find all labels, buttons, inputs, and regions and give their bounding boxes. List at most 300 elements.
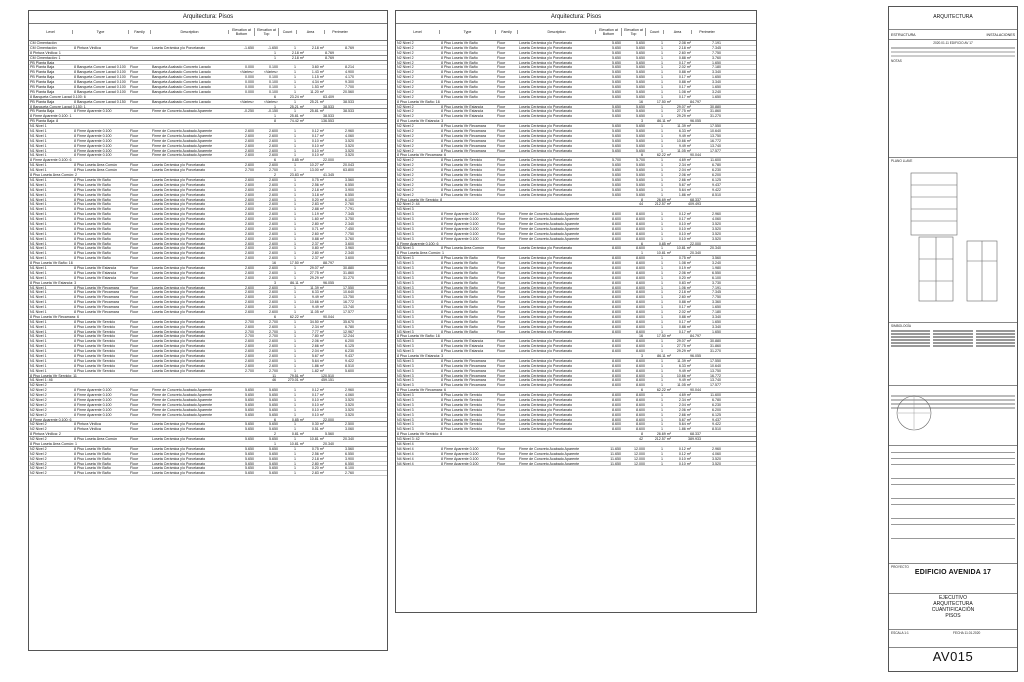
cell-perimeter: 13.750 bbox=[710, 133, 721, 138]
cell-description: Loseta Cerámica y/o Porcelanato bbox=[152, 300, 206, 305]
cell-description: Loseta Cerámica y/o Porcelanato bbox=[519, 344, 573, 349]
cell-area: 10.81 m² bbox=[656, 251, 671, 256]
cell-count: 1 bbox=[661, 158, 663, 163]
cell-count: 1 bbox=[294, 163, 296, 168]
cell-elev-bottom: 2.600 bbox=[245, 285, 254, 290]
cell-area: 4.69 m² bbox=[678, 393, 691, 398]
cell-family: Floor bbox=[497, 187, 506, 192]
group-label: N4 Nivel 4 bbox=[397, 442, 414, 446]
cell-type: 8 Piso Loseta Vtr Baño bbox=[441, 50, 478, 55]
cell-family: Floor bbox=[497, 246, 506, 251]
cell-level: N3 Nivel 3 bbox=[397, 412, 414, 417]
cell-count: 1 bbox=[661, 427, 663, 432]
cell-description: Loseta Cerámica y/o Porcelanato bbox=[519, 168, 573, 173]
cell-perimeter: 6.550 bbox=[345, 461, 354, 466]
cell-elev-top: 5.650 bbox=[636, 148, 645, 153]
cell-type: 8 Piso Loseta Vtr Recamara bbox=[74, 309, 119, 314]
cell-elev-top: 8.600 bbox=[636, 422, 645, 427]
revision-date-line: 2020.01.11 EDIFICIO AV 17 bbox=[933, 41, 973, 45]
cell-count: 1 bbox=[294, 187, 296, 192]
cell-area: 27.75 m² bbox=[676, 109, 691, 114]
cell-count: 1 bbox=[294, 329, 296, 334]
cell-description: Loseta Cerámica y/o Porcelanato bbox=[152, 363, 206, 368]
cell-perimeter: 13.750 bbox=[710, 368, 721, 373]
cell-description: Banqueta Acabado Concreto Lavado bbox=[152, 80, 211, 85]
cell-area: 5.64 m² bbox=[311, 358, 324, 363]
cell-elev-bottom: 8.600 bbox=[612, 314, 621, 319]
cell-family: Floor bbox=[497, 295, 506, 300]
cell-elev-bottom: 5.650 bbox=[612, 182, 621, 187]
cell-type: 8 Firme Aparente 0.100 bbox=[74, 109, 112, 114]
cell-elev-bottom: 2.600 bbox=[245, 251, 254, 256]
spacer bbox=[576, 437, 626, 441]
cell-type: 8 Piso Loseta Vtr Baño bbox=[74, 182, 111, 187]
cell-area: 1.86 m² bbox=[678, 427, 691, 432]
cell-description: Loseta Cerámica y/o Porcelanato bbox=[152, 256, 206, 261]
cell-elev-bottom: 8.600 bbox=[612, 236, 621, 241]
cell-family: Floor bbox=[497, 256, 506, 261]
cell-area: 0.88 m² bbox=[678, 70, 691, 75]
cell-elev-top: 8.600 bbox=[636, 358, 645, 363]
cell-type: 8 Piso Loseta Vtr Estancia bbox=[441, 339, 484, 344]
cell-family: Floor bbox=[497, 300, 506, 305]
cell-area: 62.22 m² bbox=[656, 153, 671, 158]
cell-perimeter: 17.577 bbox=[343, 309, 354, 314]
cell-type: 8 Piso Loseta Vtr Baño bbox=[441, 300, 478, 305]
cell-elev-top: 5.650 bbox=[636, 41, 645, 45]
cell-description: Loseta Cerámica y/o Porcelanato bbox=[519, 173, 573, 177]
cell-elev-top: 5.650 bbox=[269, 412, 278, 417]
cell-elev-top: 8.600 bbox=[636, 319, 645, 324]
cell-level: N3 Nivel 3 bbox=[397, 265, 414, 270]
cell-count: 1 bbox=[661, 393, 663, 398]
date-label: FECHA bbox=[953, 631, 964, 635]
cell-description: Loseta Cerámica y/o Porcelanato bbox=[519, 417, 573, 422]
cell-count: 1 bbox=[294, 153, 296, 158]
cell-level: N3 Nivel 3 bbox=[397, 226, 414, 231]
cell-elev-top: 5.650 bbox=[269, 393, 278, 398]
cell-count: 1 bbox=[294, 192, 296, 197]
cell-description: Loseta Cerámica y/o Porcelanato bbox=[152, 358, 206, 363]
cell-count: 1 bbox=[661, 133, 663, 138]
cell-level: PB Planta Baja bbox=[30, 99, 55, 104]
legend-section bbox=[889, 322, 1017, 382]
cell-elev-top: -1.650 bbox=[267, 45, 278, 50]
cell-elev-top: 8.600 bbox=[636, 256, 645, 261]
cell-family: Floor bbox=[497, 280, 506, 285]
cell-level: N3 Nivel 3 bbox=[397, 417, 414, 422]
cell-description: Loseta Cerámica y/o Porcelanato bbox=[152, 231, 206, 236]
cell-elev-top: 5.650 bbox=[636, 187, 645, 192]
cell-area: 0.88 m² bbox=[678, 80, 691, 85]
cell-description: Loseta Cerámica y/o Porcelanato bbox=[152, 456, 206, 461]
cell-level: N3 Nivel 3 bbox=[397, 261, 414, 265]
subtotal-label: 8 Piso Loseta Vtr Recamara: 6 bbox=[397, 153, 446, 158]
schedule-header-row bbox=[396, 24, 756, 41]
cell-type: 8 Piso Loseta Vtr Baño bbox=[74, 241, 111, 246]
cell-count: 1 bbox=[661, 265, 663, 270]
cell-area: 3.60 m² bbox=[311, 65, 324, 70]
cell-count: 1 bbox=[294, 236, 296, 241]
cell-count: 1 bbox=[294, 412, 296, 417]
cell-type: 8 Piso Loseta Vtr Baño bbox=[441, 94, 478, 99]
cell-level: N2 Nivel 2 bbox=[397, 45, 414, 50]
cell-area: 0.17 m² bbox=[678, 217, 691, 221]
cell-description: Loseta Cerámica y/o Porcelanato bbox=[519, 339, 573, 344]
cell-family: Floor bbox=[130, 305, 139, 309]
cell-level: N4 Nivel 4 bbox=[397, 451, 414, 456]
cell-type: 8 Piso Loseta Vtr Baño bbox=[74, 192, 111, 197]
cell-perimeter: 8.769 bbox=[325, 50, 334, 55]
cell-family: Floor bbox=[497, 309, 506, 314]
spacer bbox=[209, 51, 259, 55]
cell-elev-top: 2.600 bbox=[269, 163, 278, 168]
cell-elev-bottom: 2.600 bbox=[245, 246, 254, 251]
cell-count: 1 bbox=[661, 45, 663, 50]
cell-perimeter: 22.000 bbox=[323, 158, 334, 163]
cell-perimeter: 1.650 bbox=[712, 305, 721, 309]
cell-type: 8 Piso Loseta Vtr Baño bbox=[74, 231, 111, 236]
cell-type: 8 Piso Loseta Vtr Baño bbox=[441, 285, 478, 290]
cell-type: 8 Piso Loseta Vtr Servicio bbox=[441, 173, 483, 177]
cell-elev-bottom: 2.600 bbox=[245, 192, 254, 197]
cell-elev-top: 2.700 bbox=[269, 368, 278, 373]
header-type: Type bbox=[73, 30, 129, 34]
cell-family: Floor bbox=[130, 466, 139, 471]
cell-perimeter: 3.520 bbox=[712, 456, 721, 461]
cell-description: Firme de Concreto Acabado Aparente bbox=[152, 148, 213, 153]
cell-perimeter: 4.060 bbox=[345, 133, 354, 138]
cell-level: N1 Nivel 1 bbox=[30, 129, 47, 133]
cell-perimeter: 68.337 bbox=[690, 432, 701, 437]
cell-level: N3 Nivel 3 bbox=[397, 427, 414, 432]
cell-perimeter: 3.520 bbox=[345, 402, 354, 407]
cell-perimeter: 6.100 bbox=[345, 466, 354, 471]
cell-elev-bottom: 11.650 bbox=[610, 461, 621, 466]
cell-elev-bottom: 8.600 bbox=[612, 226, 621, 231]
cell-perimeter: 38.533 bbox=[343, 109, 354, 114]
signature-lines bbox=[889, 445, 1017, 563]
cell-perimeter: 3.960 bbox=[345, 246, 354, 251]
cell-count: 1 bbox=[294, 231, 296, 236]
cell-area: 2.60 m² bbox=[678, 295, 691, 300]
cell-type: 8 Piso Loseta Vtr Estancia bbox=[441, 344, 484, 349]
cell-elev-bottom: 8.600 bbox=[612, 398, 621, 402]
cell-family: Floor bbox=[130, 349, 139, 353]
cell-description: Loseta Cerámica y/o Porcelanato bbox=[519, 85, 573, 89]
cell-elev-top: 2.600 bbox=[269, 212, 278, 217]
cell-level: N1 Nivel 1 bbox=[30, 295, 47, 300]
cell-family: Floor bbox=[130, 358, 139, 363]
cell-type: 8 Piso Loseta Vtr Recamara bbox=[441, 124, 486, 129]
cell-elev-top: 5.650 bbox=[636, 192, 645, 197]
subtotal-label: 8 Pintura Vinílica: 2 bbox=[30, 432, 61, 437]
cell-elev-bottom: 5.650 bbox=[612, 114, 621, 119]
cell-type: 8 Firme Aparente 0.100 bbox=[74, 143, 112, 148]
cell-perimeter: 3.520 bbox=[712, 231, 721, 236]
cell-family: Floor bbox=[497, 407, 506, 412]
cell-area: 86.11 m² bbox=[657, 354, 671, 358]
cell-level: N1 Nivel 1 bbox=[30, 270, 47, 275]
cell-area: 2.18 m² bbox=[678, 290, 691, 295]
cell-elev-top: 5.650 bbox=[269, 388, 278, 393]
cell-description: Loseta Cerámica y/o Porcelanato bbox=[519, 295, 573, 300]
cell-description: Loseta Cerámica y/o Porcelanato bbox=[152, 451, 206, 456]
cell-elev-top: 5.650 bbox=[269, 422, 278, 427]
cell-perimeter: 3.520 bbox=[712, 236, 721, 241]
cell-family: Floor bbox=[130, 388, 139, 393]
cell-family: Floor bbox=[497, 231, 506, 236]
cell-family: Floor bbox=[130, 70, 139, 75]
cell-description: Loseta Cerámica y/o Porcelanato bbox=[519, 163, 573, 168]
cell-elev-bottom: 2.700 bbox=[245, 168, 254, 173]
cell-perimeter: 1.650 bbox=[712, 319, 721, 324]
cell-elev-bottom: 8.600 bbox=[612, 383, 621, 388]
cell-area: 2.02 m² bbox=[678, 309, 691, 314]
cell-level: N2 Nivel 2 bbox=[30, 437, 47, 442]
cell-perimeter: 3.340 bbox=[712, 314, 721, 319]
cell-perimeter: 88.797 bbox=[323, 261, 334, 265]
cell-elev-bottom: 5.650 bbox=[245, 437, 254, 442]
cell-count: 1 bbox=[294, 202, 296, 207]
cell-elev-top: 5.650 bbox=[636, 50, 645, 55]
cell-elev-top: 8.600 bbox=[636, 407, 645, 412]
cell-count: 1 bbox=[294, 300, 296, 305]
cell-family: Floor bbox=[497, 368, 506, 373]
spacer bbox=[576, 354, 626, 358]
spacer bbox=[576, 442, 626, 446]
cell-area: 2.06 m² bbox=[311, 339, 324, 344]
cell-description: Loseta Cerámica y/o Porcelanato bbox=[519, 177, 573, 182]
cell-perimeter: 8.214 bbox=[345, 65, 354, 70]
cell-family: Floor bbox=[130, 241, 139, 246]
cell-elev-top: 2.600 bbox=[269, 129, 278, 133]
cell-count: 1 bbox=[294, 89, 296, 94]
spacer bbox=[209, 383, 259, 387]
cell-description: Loseta Cerámica y/o Porcelanato bbox=[152, 471, 206, 476]
cell-area: 0.20 m² bbox=[678, 275, 691, 280]
cell-level: N2 Nivel 2 bbox=[30, 446, 47, 451]
sheet-desc-line-3: PISOS bbox=[945, 613, 961, 619]
cell-area: 25.21 m² bbox=[289, 104, 304, 109]
subtotal-label: 8 Piso Loseta Vtr Recamara: 6 bbox=[30, 314, 79, 319]
cell-family: Floor bbox=[497, 236, 506, 241]
cell-level: N1 Nivel 1 bbox=[30, 329, 47, 334]
cell-level: N2 Nivel 2 bbox=[397, 168, 414, 173]
cell-level: N1 Nivel 1 bbox=[30, 236, 47, 241]
cell-level: N2 Nivel 2 bbox=[30, 456, 47, 461]
cell-count: 1 bbox=[274, 114, 276, 119]
cell-perimeter: 20.043 bbox=[343, 163, 354, 168]
spacer bbox=[576, 207, 626, 211]
cell-elev-bottom: 2.600 bbox=[245, 241, 254, 246]
cell-description: Firme de Concreto Acabado Aparente bbox=[519, 221, 580, 226]
cell-elev-top: 5.700 bbox=[636, 158, 645, 163]
cell-description: Loseta Cerámica y/o Porcelanato bbox=[519, 329, 573, 334]
cell-type: 8 Piso Loseta Vtr Recamara bbox=[441, 133, 486, 138]
cell-elev-bottom: 8.600 bbox=[612, 358, 621, 363]
cell-perimeter: 3.760 bbox=[345, 236, 354, 241]
cell-count: 1 bbox=[661, 324, 663, 329]
cell-description: Firme de Concreto Acabado Aparente bbox=[152, 129, 213, 133]
cell-level: N3 Nivel 3 bbox=[397, 358, 414, 363]
cell-type: 8 Pintura Vinílica bbox=[74, 427, 101, 432]
cell-count: 1 bbox=[661, 221, 663, 226]
cell-type: 8 Piso Loseta Vtr Baño bbox=[441, 290, 478, 295]
cell-elev-bottom: 5.650 bbox=[612, 50, 621, 55]
cell-elev-bottom: 2.600 bbox=[245, 354, 254, 358]
cell-type: 8 Piso Loseta Vtr Servicio bbox=[441, 398, 483, 402]
cell-perimeter: 12.244 bbox=[343, 334, 354, 339]
cell-level: N4 Nivel 4 bbox=[397, 446, 414, 451]
cell-level: N3 Nivel 3 bbox=[397, 314, 414, 319]
cell-elev-bottom: 5.650 bbox=[612, 45, 621, 50]
cell-type: 8 Piso Loseta Vtr Servicio bbox=[441, 163, 483, 168]
cell-type: 8 Piso Loseta Vtr Baño bbox=[441, 309, 478, 314]
cell-description: Firme de Concreto Acabado Aparente bbox=[152, 109, 213, 114]
cell-level: N1 Nivel 1 bbox=[30, 285, 47, 290]
cell-area: 0.12 m² bbox=[678, 446, 691, 451]
cell-description: Loseta Cerámica y/o Porcelanato bbox=[152, 251, 206, 256]
spacer bbox=[209, 124, 259, 128]
cell-level: N2 Nivel 2 bbox=[397, 124, 414, 129]
cell-level: N2 Nivel 2 bbox=[397, 50, 414, 55]
cell-family: Floor bbox=[497, 60, 506, 65]
cell-count: 1 bbox=[661, 290, 663, 295]
cell-description: Firme de Concreto Acabado Aparente bbox=[152, 398, 213, 402]
cell-type: 8 Piso Loseta Vtr Recamara bbox=[441, 368, 486, 373]
cell-perimeter: 7.191 bbox=[712, 41, 721, 45]
cell-level: N2 Nivel 2 bbox=[397, 182, 414, 187]
cell-area: 0.17 m² bbox=[678, 305, 691, 309]
cell-family: Floor bbox=[130, 290, 139, 295]
cell-area: 29.29 m² bbox=[309, 275, 324, 280]
cell-elev-bottom: 2.600 bbox=[245, 133, 254, 138]
cell-elev-bottom: 5.650 bbox=[612, 65, 621, 70]
cell-elev-bottom: 2.600 bbox=[245, 138, 254, 143]
cell-perimeter: 96.055 bbox=[690, 119, 701, 124]
cell-type: 8 Piso Loseta Vtr Servicio bbox=[74, 349, 116, 353]
cell-elev-top: 8.600 bbox=[636, 280, 645, 285]
cell-elev-bottom: 5.650 bbox=[612, 60, 621, 65]
cell-description: Loseta Cerámica y/o Porcelanato bbox=[152, 265, 206, 270]
cell-elev-top: 8.600 bbox=[636, 427, 645, 432]
cell-elev-bottom: 5.650 bbox=[612, 70, 621, 75]
cell-perimeter: 389.933 bbox=[688, 437, 701, 442]
cell-area: 1.53 m² bbox=[311, 85, 324, 89]
cell-family: Floor bbox=[497, 133, 506, 138]
cell-count: 1 bbox=[661, 270, 663, 275]
cell-type: 8 Piso Loseta Área Común bbox=[74, 437, 117, 442]
cell-elev-top: 8.600 bbox=[636, 363, 645, 368]
cell-elev-top: 2.600 bbox=[269, 236, 278, 241]
cell-perimeter: 12.967 bbox=[343, 329, 354, 334]
cell-family: Floor bbox=[497, 104, 506, 109]
cell-level: N1 Nivel 1 bbox=[30, 226, 47, 231]
cell-count: 1 bbox=[641, 251, 643, 256]
cell-count: 1 bbox=[294, 334, 296, 339]
cell-family: Floor bbox=[497, 319, 506, 324]
cell-description: Firme de Concreto Acabado Aparente bbox=[152, 412, 213, 417]
cell-family: Floor bbox=[497, 143, 506, 148]
cell-perimeter: 1.650 bbox=[712, 94, 721, 99]
cell-family: Floor bbox=[130, 182, 139, 187]
cell-count: 3 bbox=[641, 119, 643, 124]
schedule-title: Arquitectura: Pisos bbox=[396, 11, 756, 24]
cell-elev-bottom: 5.650 bbox=[612, 104, 621, 109]
cell-perimeter: 3.520 bbox=[345, 143, 354, 148]
cell-description: Loseta Cerámica y/o Porcelanato bbox=[519, 285, 573, 290]
cell-type: 8 Piso Loseta Vtr Baño bbox=[74, 207, 111, 212]
cell-elev-top: 5.650 bbox=[636, 75, 645, 80]
cell-level: CM Cimentación bbox=[30, 45, 57, 50]
cell-level: N1 Nivel 1 bbox=[30, 163, 47, 168]
cell-elev-bottom: 2.700 bbox=[245, 329, 254, 334]
cell-count: 2 bbox=[274, 432, 276, 437]
spacer bbox=[209, 374, 259, 378]
cell-area: 0.17 m² bbox=[311, 133, 324, 138]
cell-type: 8 Firme Aparente 0.100 bbox=[74, 393, 112, 398]
cell-elev-top: 8.600 bbox=[636, 231, 645, 236]
cell-family: Floor bbox=[130, 197, 139, 202]
cell-perimeter: 10.640 bbox=[343, 290, 354, 295]
cell-family: Floor bbox=[497, 373, 506, 378]
cell-elev-top: 5.650 bbox=[269, 456, 278, 461]
cell-perimeter: 2.960 bbox=[712, 446, 721, 451]
cell-elev-bottom: 8.600 bbox=[612, 290, 621, 295]
cell-level: N2 Nivel 2 bbox=[397, 143, 414, 148]
cell-area: 10.81 m² bbox=[309, 437, 324, 442]
cell-area: 0.17 m² bbox=[311, 393, 324, 398]
cell-area: 212.57 m² bbox=[654, 202, 671, 207]
cell-type: 8 Pintura Vinílica bbox=[74, 422, 101, 427]
cell-description: Loseta Cerámica y/o Porcelanato bbox=[152, 182, 206, 187]
spacer bbox=[576, 198, 626, 202]
cell-elev-top: <Varies> bbox=[263, 70, 278, 75]
cell-perimeter bbox=[672, 442, 702, 446]
cell-perimeter: 8.769 bbox=[345, 45, 354, 50]
cell-description: Loseta Cerámica y/o Porcelanato bbox=[519, 398, 573, 402]
cell-family: Floor bbox=[130, 334, 139, 339]
cell-type: 8 Piso Loseta Vtr Servicio bbox=[74, 358, 116, 363]
cell-type: 8 Piso Loseta Vtr Estancia bbox=[74, 275, 117, 280]
cell-type: 8 Firme Aparente 0.100 bbox=[74, 388, 112, 393]
cell-description: Loseta Cerámica y/o Porcelanato bbox=[519, 280, 573, 285]
cell-description: Loseta Cerámica y/o Porcelanato bbox=[519, 300, 573, 305]
cell-perimeter: 11.600 bbox=[710, 158, 721, 163]
cell-area: 9.49 m² bbox=[311, 295, 324, 300]
cell-description: Loseta Cerámica y/o Porcelanato bbox=[519, 143, 573, 148]
cell-count: 1 bbox=[274, 442, 276, 446]
cell-elev-bottom: 8.600 bbox=[612, 300, 621, 305]
cell-area: 0.17 m² bbox=[678, 75, 691, 80]
cell-family: Floor bbox=[497, 398, 506, 402]
cell-area: 9.49 m² bbox=[678, 143, 691, 148]
cell-count: 1 bbox=[661, 138, 663, 143]
cell-family: Floor bbox=[130, 363, 139, 368]
cell-type: 8 Piso Loseta Vtr Baño bbox=[441, 314, 478, 319]
cell-perimeter: 2.500 bbox=[345, 422, 354, 427]
cell-elev-bottom: 2.700 bbox=[245, 334, 254, 339]
cell-elev-bottom: 2.600 bbox=[245, 226, 254, 231]
cell-level: N3 Nivel 3 bbox=[397, 363, 414, 368]
cell-elev-bottom: 5.650 bbox=[245, 446, 254, 451]
north-arrow-icon bbox=[894, 393, 934, 433]
cell-count: 1 bbox=[294, 407, 296, 412]
cell-count: 1 bbox=[661, 319, 663, 324]
cell-elev-top: 5.650 bbox=[636, 70, 645, 75]
cell-description: Loseta Cerámica y/o Porcelanato bbox=[152, 212, 206, 217]
